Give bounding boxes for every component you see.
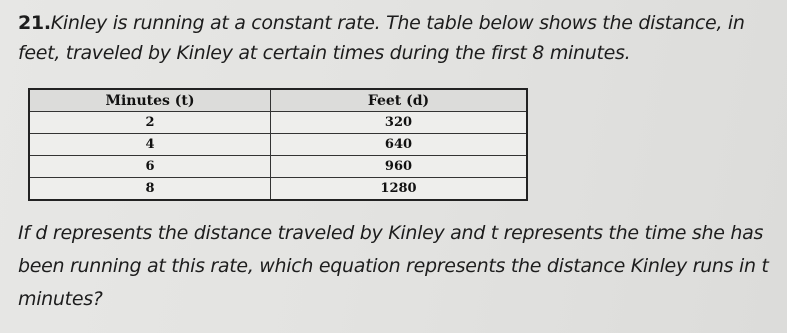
problem-intro-line-2: feet, traveled by Kinley at certain times during the first 8 minutes.: [18, 42, 631, 64]
question-line-2: been running at this rate, which equation represents the distance Kinley runs in t: [18, 255, 769, 277]
cell-minutes: 6: [29, 156, 271, 178]
table-row: [29, 156, 527, 178]
question-text: [18, 217, 787, 316]
distance-time-table: [28, 88, 528, 201]
column-header-minutes: Minutes (t): [29, 89, 271, 112]
table-row: [29, 134, 527, 156]
cell-feet: 320: [271, 112, 528, 134]
column-header-feet: Feet (d): [271, 89, 528, 112]
cell-feet: 1280: [271, 178, 528, 201]
problem-statement: [18, 8, 783, 68]
question-line-1: If d represents the distance traveled by Kinley and t represents the time she has: [18, 222, 764, 244]
table-header-row: [29, 89, 527, 112]
table-row: [29, 178, 527, 201]
cell-minutes: 2: [29, 112, 271, 134]
problem-line-1: [18, 8, 783, 38]
cell-minutes: 4: [29, 134, 271, 156]
cell-minutes: 8: [29, 178, 271, 201]
cell-feet: 960: [271, 156, 528, 178]
question-number: 21.: [18, 12, 51, 34]
table-row: [29, 112, 527, 134]
question-line-3: minutes?: [18, 288, 103, 310]
cell-feet: 640: [271, 134, 528, 156]
problem-intro-line-1: Kinley is running at a constant rate. The table below shows the distance, in: [50, 12, 745, 34]
